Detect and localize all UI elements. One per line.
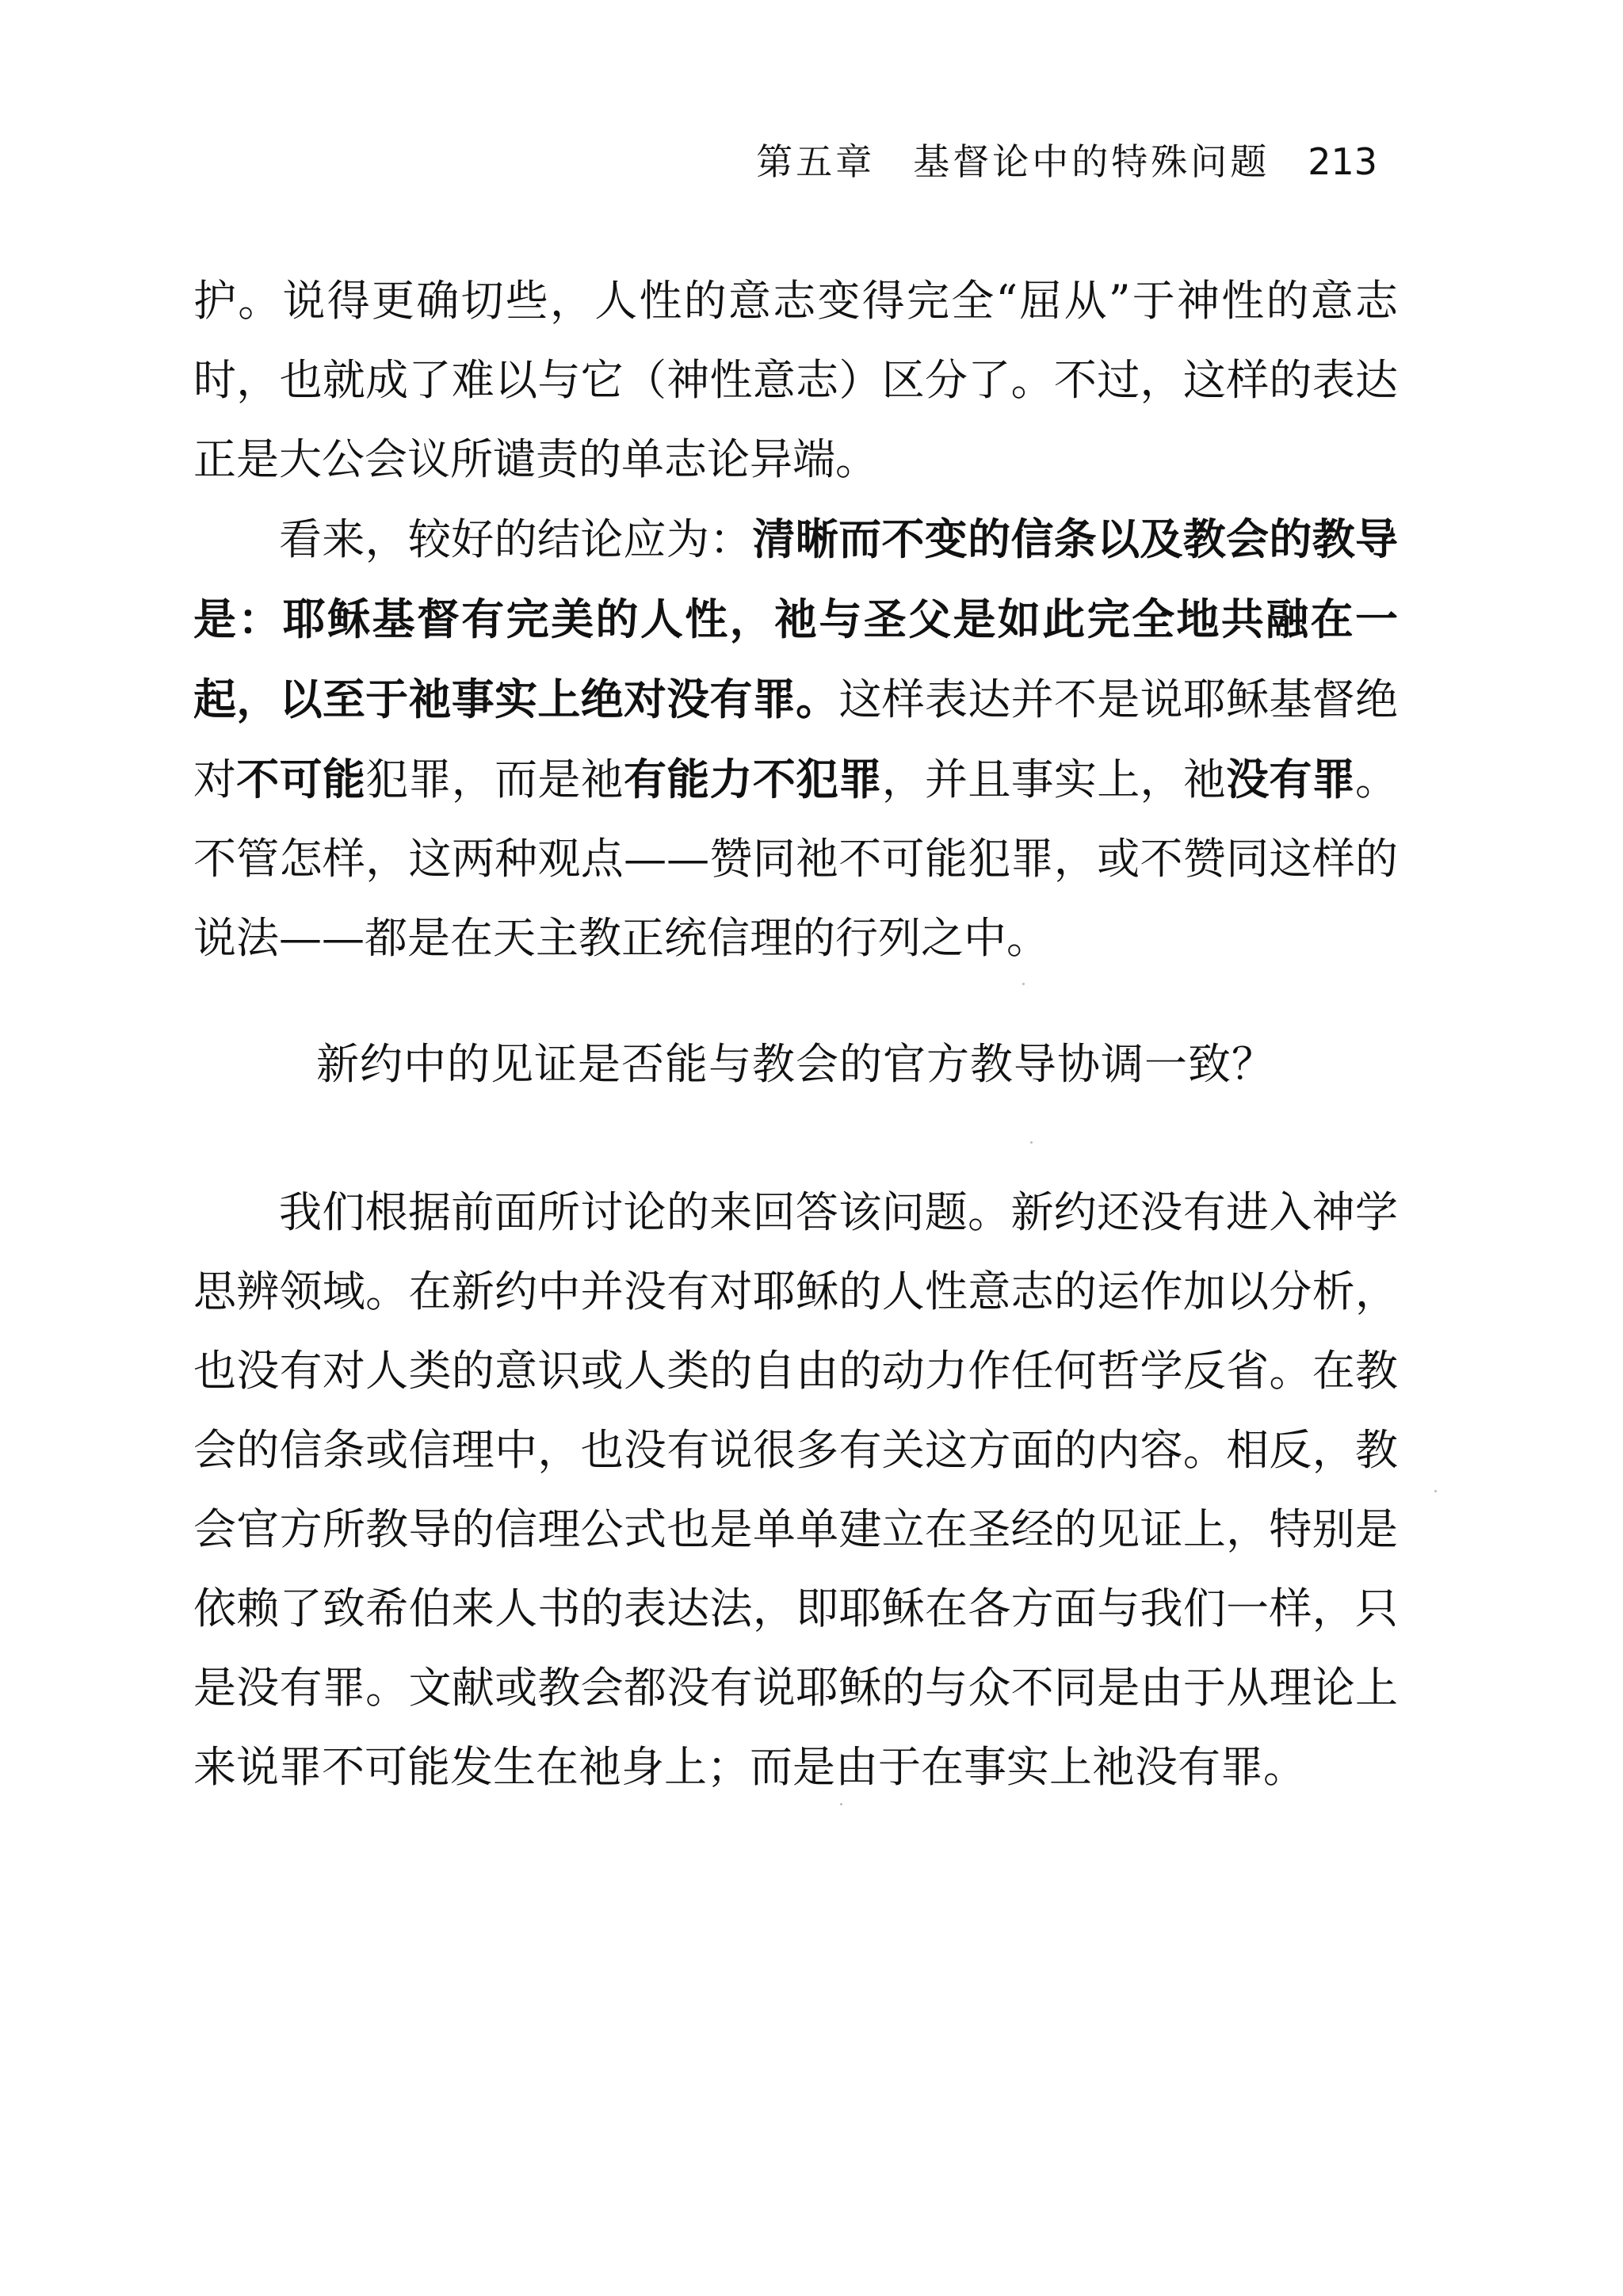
conclusion-bold-statement: 清晰而不变的信条以及教会的教导是：耶稣基督有完美的人性，祂与圣父是如此完全地共融在一起，以至于祂事实上绝对没有罪。 <box>193 514 1399 724</box>
chapter-label: 第五章 <box>756 140 876 183</box>
chapter-title: 基督论中的特殊问题 <box>913 140 1270 183</box>
upper-text-block <box>193 262 1398 978</box>
emphasis-able-not-to-sin: 有能力不犯罪 <box>623 754 882 804</box>
conclusion-intro: 看来，较好的结论应为： <box>279 514 753 564</box>
scan-speck <box>1030 1141 1033 1144</box>
section-heading: 新约中的见证是否能与教会的官方教导协调一致？ <box>316 1039 1275 1089</box>
emphasis-without-sin: 没有罪 <box>1226 754 1356 804</box>
emphasis-impossible: 不可能 <box>236 754 366 804</box>
section-paragraph: 我们根据前面所讨论的来回答该问题。新约还没有进入神学思辨领域。在新约中并没有对耶稣的人性意志的运作加以分析，也没有对人类的意识或人类的自由的动力作任何哲学反省。在教会的信条或信理中，也没有说很多有关这方面的内容。相反，教会官方所教导的信理公式也是单单建立在圣经的见证上，特别是依赖了致希伯来人书的表达法，即耶稣在各方面与我们一样，只是没有罪。文献或教会都没有说耶稣的与众不同是由于从理论上来说罪不可能发生在祂身上；而是由于在事实上祂没有罪。 <box>193 1187 1398 1792</box>
conclusion-text-3: ，并且事实上，祂 <box>881 755 1227 804</box>
conclusion-text-2: 犯罪，而是祂 <box>365 755 624 804</box>
running-header <box>756 133 1377 185</box>
paragraph-conclusion <box>193 499 1398 978</box>
conclusion-text-1: 这样表达并不是说耶稣基督绝对 <box>193 674 1399 804</box>
scan-speck <box>1434 1490 1437 1492</box>
conclusion-text-4: 。不管怎样，这两种观点——赞同祂不可能犯罪，或不赞同这样的说法——都是在天主教正统信理的行列之中。 <box>193 755 1399 963</box>
page-number: 213 <box>1308 140 1377 183</box>
paragraph-continued: 护。说得更确切些，人性的意志变得完全“屈从”于神性的意志时，也就成了难以与它（神性意志）区分了。不过，这样的表达正是大公会议所谴责的单志论异端。 <box>193 276 1398 484</box>
scan-speck <box>1022 983 1025 985</box>
scan-speck <box>840 1803 842 1805</box>
lower-text-block <box>193 1173 1398 1807</box>
